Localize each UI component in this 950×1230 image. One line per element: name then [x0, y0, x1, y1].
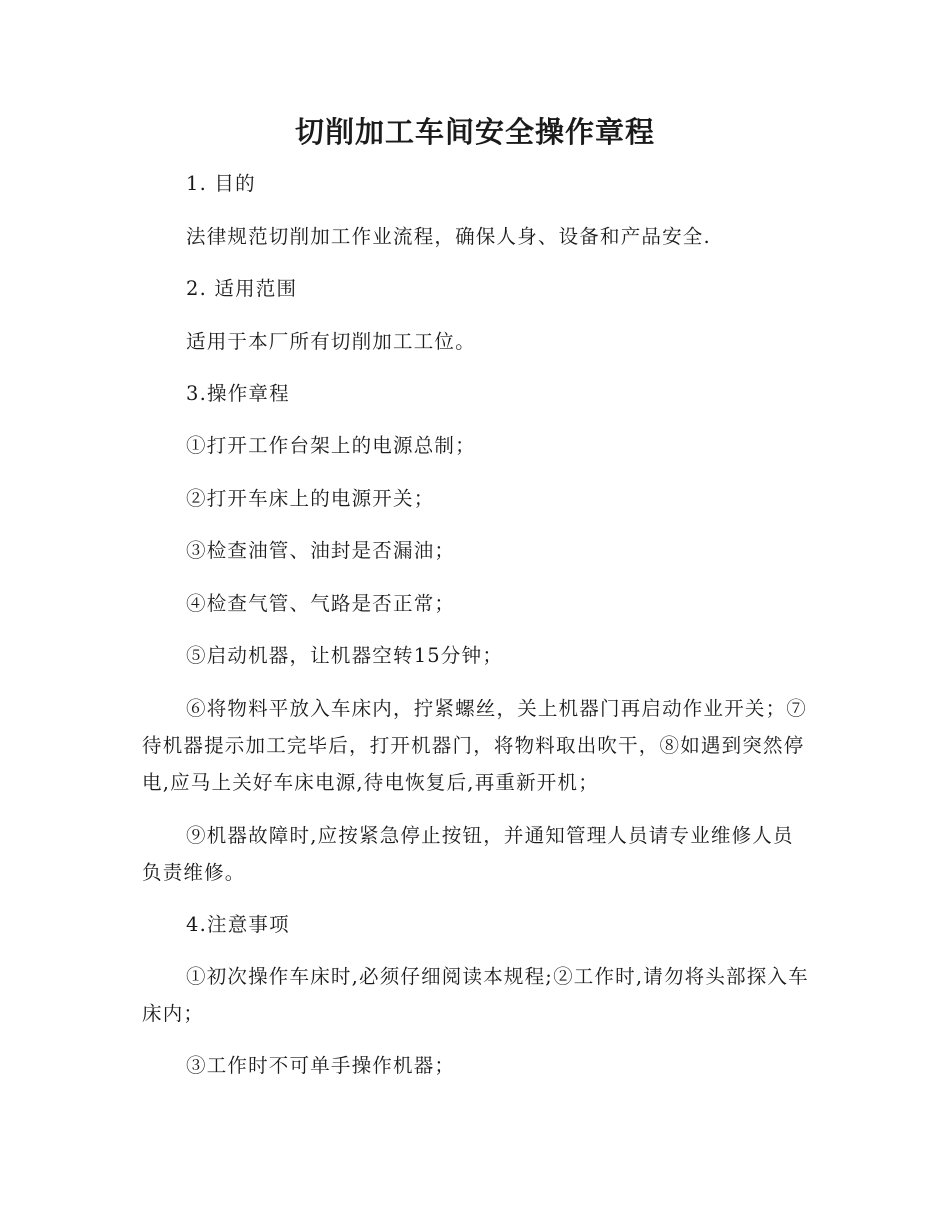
paragraph-purpose: 法律规范切削加工作业流程，确保人身、设备和产品安全. [186, 225, 711, 248]
section-heading-scope: 2. 适用范围 [186, 277, 298, 300]
document-title: 切削加工车间安全操作章程 [294, 115, 655, 149]
procedure-step-3: ③检查油管、油封是否漏油； [186, 539, 456, 562]
section-heading-notes: 4.注意事项 [186, 913, 290, 936]
procedure-step-1: ①打开工作台架上的电源总制； [186, 434, 476, 457]
notes-item-3: ③工作时不可单手操作机器； [186, 1054, 456, 1077]
procedure-step-2: ②打开车床上的电源开关； [186, 487, 435, 510]
paragraph-scope: 适用于本厂所有切削加工工位。 [186, 330, 476, 353]
procedure-steps-6-8: ⑥将物料平放入车床内，拧紧螺丝，关上机器门再启动作业开关；⑦待机器提示加工完毕后，打开机器门，将物料取出吹干，⑧如遇到突然停电,应马上关好车床电源,待电恢复后,再重新开机； [142, 697, 808, 794]
notes-items-1-2: ①初次操作车床时,必须仔细阅读本规程;②工作时,请勿将头部探入车床内； [142, 965, 809, 1025]
procedure-step-9: ⑨机器故障时,应按紧急停止按钮，并通知管理人员请专业维修人员负责维修。 [142, 824, 794, 884]
section-heading-procedure: 3.操作章程 [186, 382, 290, 405]
section-heading-purpose: 1. 目的 [186, 172, 256, 195]
procedure-step-5: ⑤启动机器，让机器空转15分钟； [186, 644, 504, 667]
procedure-step-4: ④检查气管、气路是否正常； [186, 592, 456, 615]
